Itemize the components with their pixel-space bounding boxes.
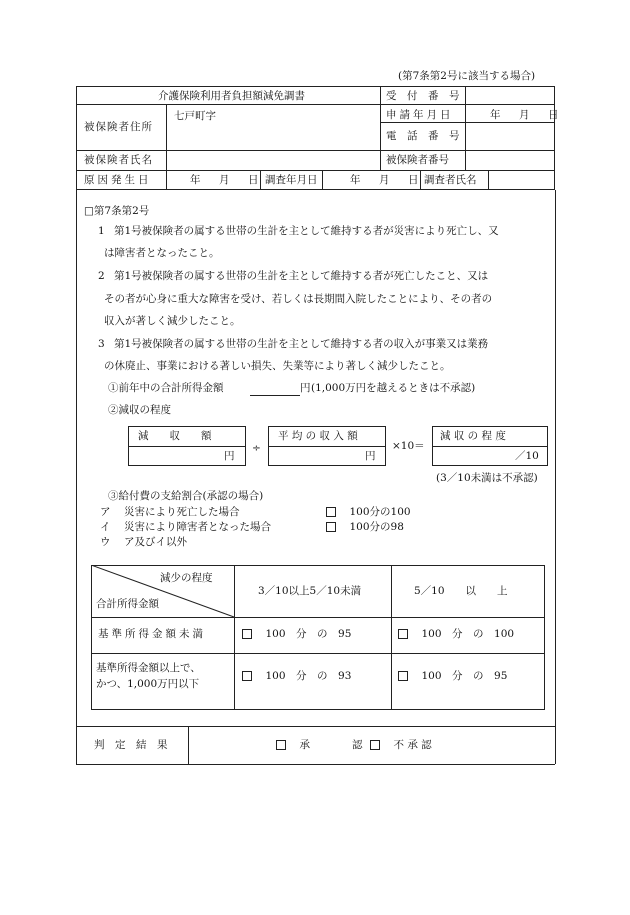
approve-option: 承 認	[276, 739, 363, 752]
reduction-degree-unit: ／10	[515, 450, 539, 462]
reduction-degree-header: 減 収 の 程 度	[440, 430, 506, 442]
item-text: その者が心身に重大な障害を受け、若しくは長期間入院したことにより、その者の	[104, 293, 493, 305]
receipt-no-label: 受 付 番 号	[386, 90, 460, 102]
reduction-amount-header: 減 収 額	[138, 430, 212, 442]
body-bottom-border	[76, 764, 555, 765]
item-number: 2	[98, 270, 105, 282]
income-label: ①前年中の合計所得金額	[108, 382, 224, 394]
cause-date-value: 年 月 日	[190, 174, 263, 186]
average-income-header: 平 均 の 収 入 額	[278, 430, 358, 442]
survey-date-label: 調査年月日	[265, 174, 318, 186]
judgment-divider	[188, 726, 189, 764]
item-number: 1	[98, 225, 105, 237]
corner-top-label: 減少の程度	[160, 572, 213, 584]
address-value: 七戸町字	[174, 110, 216, 122]
insured-no-label: 被保険者番号	[386, 154, 449, 166]
row-label-2a: 基準所得金額以上で、	[96, 662, 201, 674]
judgment-label: 判 定 結 果	[94, 739, 168, 751]
corner-bottom-label: 合計所得金額	[96, 598, 159, 610]
benefit-text: ア及びイ以外	[124, 536, 187, 548]
item-text: 収入が著しく減少したこと。	[104, 315, 241, 327]
col-header-2: 5／10 以 上	[414, 585, 508, 597]
cause-date-label: 原因発生日	[84, 174, 152, 186]
col-header-1: 3／10以上5／10未満	[258, 585, 362, 597]
form-title: 介護保険利用者負担額減免調書	[158, 90, 305, 102]
apply-date-value: 年 月 日	[490, 109, 563, 121]
income-note: (1,000万円を越えるときは不承認)	[311, 382, 476, 394]
body-right-border	[555, 190, 556, 764]
checkbox[interactable]	[242, 671, 252, 681]
item-text: 第1号被保険者の属する世帯の生計を主として維持する者が死亡したこと、又は	[114, 270, 489, 282]
divide-sign: ÷	[252, 442, 261, 454]
checkbox[interactable]	[370, 740, 380, 750]
address-label: 被保険者住所	[84, 121, 153, 133]
benefit-ratio: 100分の100	[349, 506, 411, 518]
section-title: □第7条第2号	[84, 205, 150, 217]
item-text: は障害者となったこと。	[104, 247, 220, 259]
benefit-key: ア	[100, 506, 111, 518]
item-text: 第1号被保険者の属する世帯の生計を主として維持する者が災害により死亡し、又	[114, 225, 499, 237]
name-label: 被保険者氏名	[84, 154, 153, 166]
times-ten: ×10＝	[392, 440, 425, 452]
cell-r1c1: 100 分 の 95	[242, 628, 351, 641]
cell-r2c2: 100 分 の 95	[398, 670, 507, 683]
survey-date-value: 年 月 日	[350, 174, 423, 186]
item-text: 第1号被保険者の属する世帯の生計を主として維持する者の収入が事業又は業務	[114, 338, 489, 350]
apply-date-label: 申請年月日	[386, 109, 454, 121]
checkbox[interactable]	[326, 507, 336, 517]
average-income-unit: 円	[365, 450, 376, 462]
reduction-amount-unit: 円	[224, 450, 235, 462]
income-unit: 円	[300, 382, 311, 394]
reject-option: 不 承 認	[370, 739, 432, 752]
reduction-label: ②減収の程度	[108, 404, 171, 416]
cell-r2c1: 100 分 の 93	[242, 670, 351, 683]
checkbox[interactable]	[276, 740, 286, 750]
benefit-ratio-row	[326, 521, 404, 534]
body-left-border	[76, 190, 77, 764]
checkbox[interactable]	[326, 522, 336, 532]
income-underline	[250, 395, 300, 396]
row-label-2b: かつ、1,000万円以下	[96, 678, 200, 690]
benefit-text: 災害により障害者となった場合	[124, 521, 271, 533]
item-text: の休廃止、事業における著しい損失、失業等により著しく減少したこと。	[104, 360, 451, 372]
header-note: (第7条第2号に該当する場合)	[398, 70, 536, 82]
checkbox[interactable]	[398, 671, 408, 681]
benefit-label: ③給付費の支給割合(承認の場合)	[108, 490, 264, 502]
judgment-top-border	[76, 726, 555, 727]
surveyor-label: 調査者氏名	[424, 174, 477, 186]
checkbox[interactable]	[242, 629, 252, 639]
benefit-ratio: 100分の98	[349, 521, 404, 533]
checkbox[interactable]	[398, 629, 408, 639]
benefit-key: ウ	[100, 536, 111, 548]
cell-r1c2: 100 分 の 100	[398, 628, 514, 641]
benefit-key: イ	[100, 521, 111, 533]
benefit-ratio-row	[326, 506, 411, 519]
benefit-text: 災害により死亡した場合	[124, 506, 240, 518]
phone-label: 電 話 番 号	[386, 130, 460, 142]
row-label-1: 基準所得金額未満	[98, 628, 206, 640]
item-number: 3	[98, 338, 105, 350]
reduction-note: (3／10未満は不承認)	[436, 472, 538, 484]
